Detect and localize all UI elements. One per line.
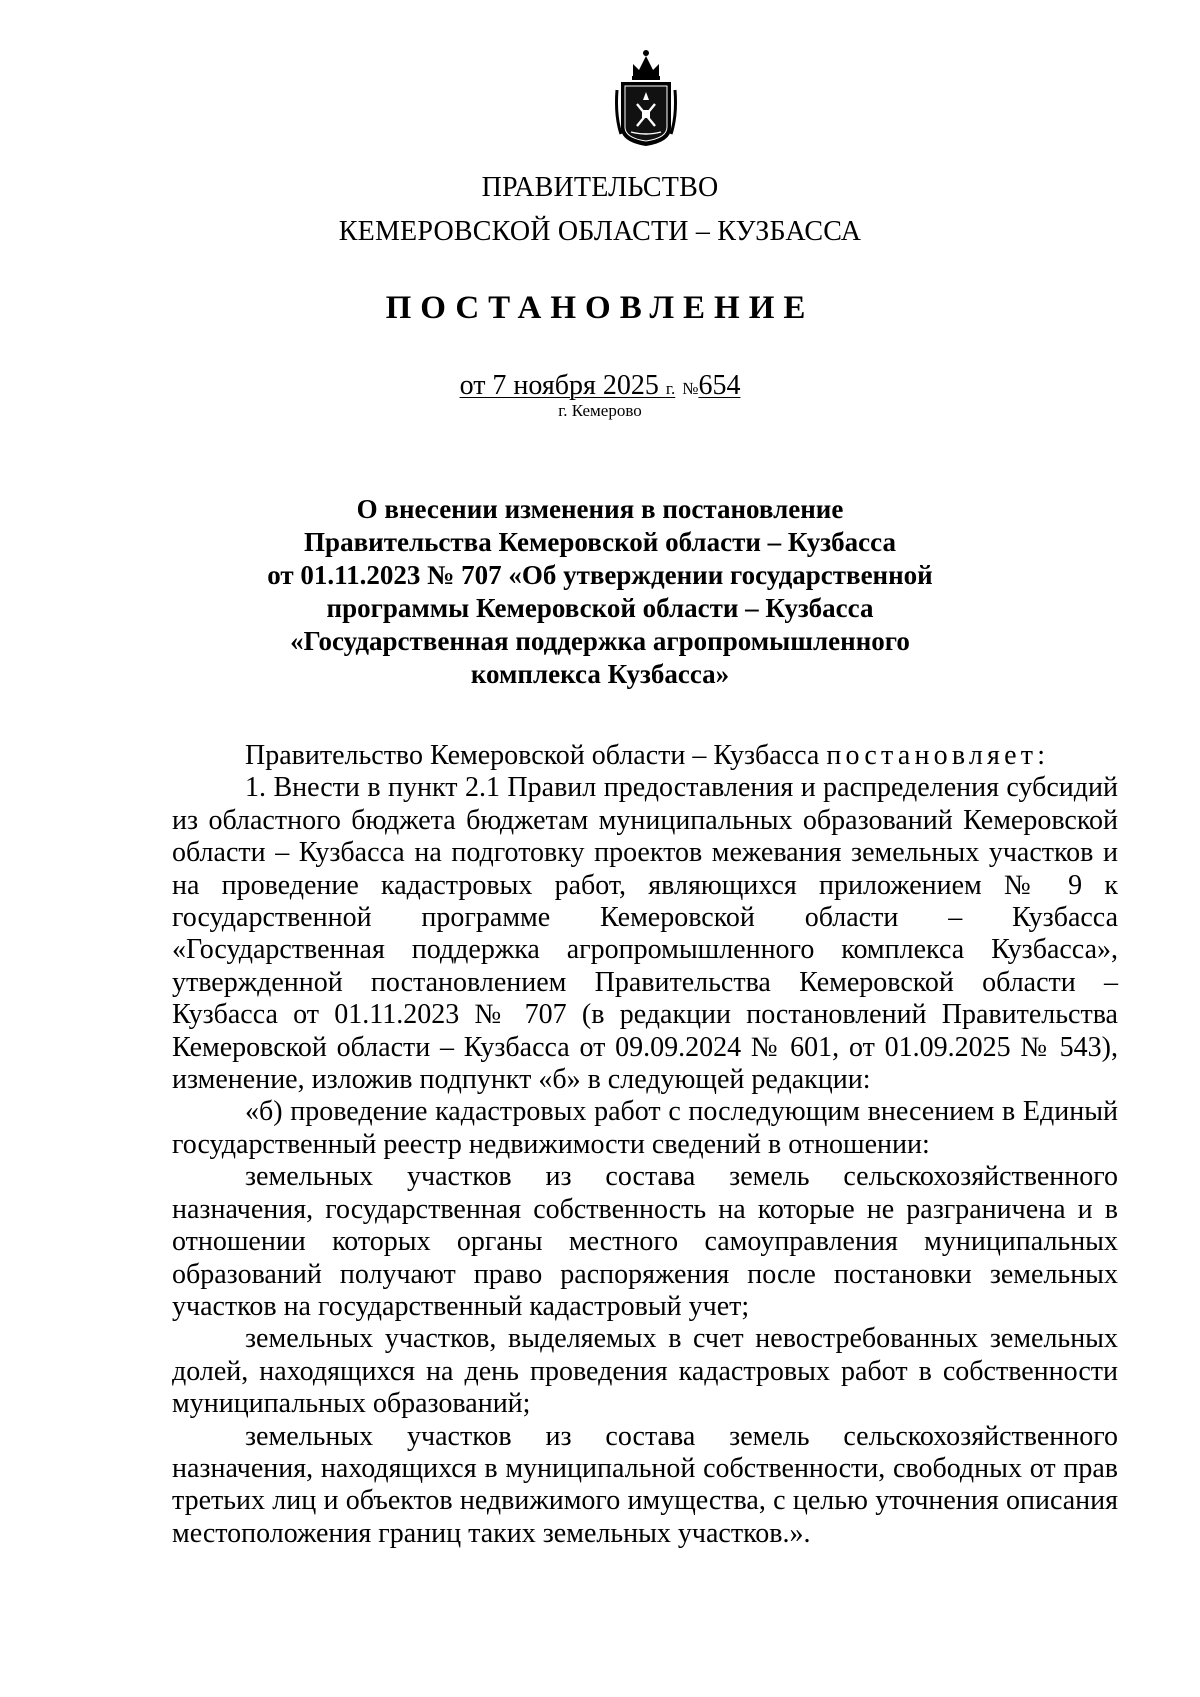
government-name-line-1: ПРАВИТЕЛЬСТВО (481, 172, 719, 203)
document-number: 654 (698, 370, 741, 401)
document-date: от 7 ноября 2025 (459, 370, 666, 401)
title-line: программы Кемеровской области – Кузбасса (326, 593, 874, 623)
title-line: от 01.11.2023 № 707 «Об утверждении государственной (267, 560, 933, 590)
intro-paragraph (172, 740, 1118, 772)
number-label: № (682, 379, 699, 398)
document-title (240, 493, 960, 691)
title-line: «Государственная поддержка агропромышленного (290, 626, 910, 656)
date-number-line (0, 370, 1200, 405)
title-line: комплекса Кузбасса» (470, 659, 730, 689)
body-paragraph: 1. Внести в пункт 2.1 Правил предоставления и распределения субсидий из областного бюджета бюджетам муниципальных образований Кемеровской области – Кузбасса на подготовку проектов межевания земельных участков и на проведение кадастровых работ, являющихся приложением № 9 к государственной программе Кемеровской области – Кузбасса «Государственная поддержка агропромышленного комплекса Кузбасса», утвержденной постановлением Правительства Кемеровской области – Кузбасса от 01.11.2023 № 707 (в редакции постановлений Правительства Кемеровской области – Кузбасса от 09.09.2024 № 601, от 01.09.2025 № 543), изменение, изложив подпункт «б» в следующей редакции: (172, 772, 1118, 1096)
intro-prefix: Правительство Кемеровской области – Кузбасса (245, 740, 827, 771)
title-line: О внесении изменения в постановление (356, 494, 844, 524)
intro-suffix: : (1037, 740, 1045, 771)
year-suffix: г. (665, 379, 676, 398)
body-paragraph: земельных участков из состава земель сельскохозяйственного назначения, находящихся в муниципальной собственности, свободных от прав третьих лиц и объектов недвижимого имущества, с целью уточнения описания местоположения границ таких земельных участков.». (172, 1420, 1118, 1549)
body-paragraph: земельных участков из состава земель сельскохозяйственного назначения, государственная собственность на которые не разграничена и в отношении которых органы местного самоуправления муниципальных образований получают право распоряжения после постановки земельных участков на государственный кадастровый учет; (172, 1161, 1118, 1322)
body-paragraph: «б) проведение кадастровых работ с последующим внесением в Единый государственный реестр недвижимости сведений в отношении: (172, 1096, 1118, 1160)
body-paragraph: земельных участков, выделяемых в счет невостребованных земельных долей, находящихся на день проведения кадастровых работ в собственности муниципальных образований; (172, 1323, 1118, 1420)
title-line: Правительства Кемеровской области – Кузбасса (304, 527, 896, 557)
intro-resolves-word: постановляет (826, 740, 1038, 771)
kuzbass-coat-of-arms-icon (613, 46, 679, 150)
document-body (172, 740, 1118, 1550)
document-type-heading: ПОСТАНОВЛЕНИЕ (385, 290, 815, 326)
government-name-line-2: КЕМЕРОВСКОЙ ОБЛАСТИ – КУЗБАССА (338, 216, 862, 247)
city-name: г. Кемерово (558, 401, 642, 420)
